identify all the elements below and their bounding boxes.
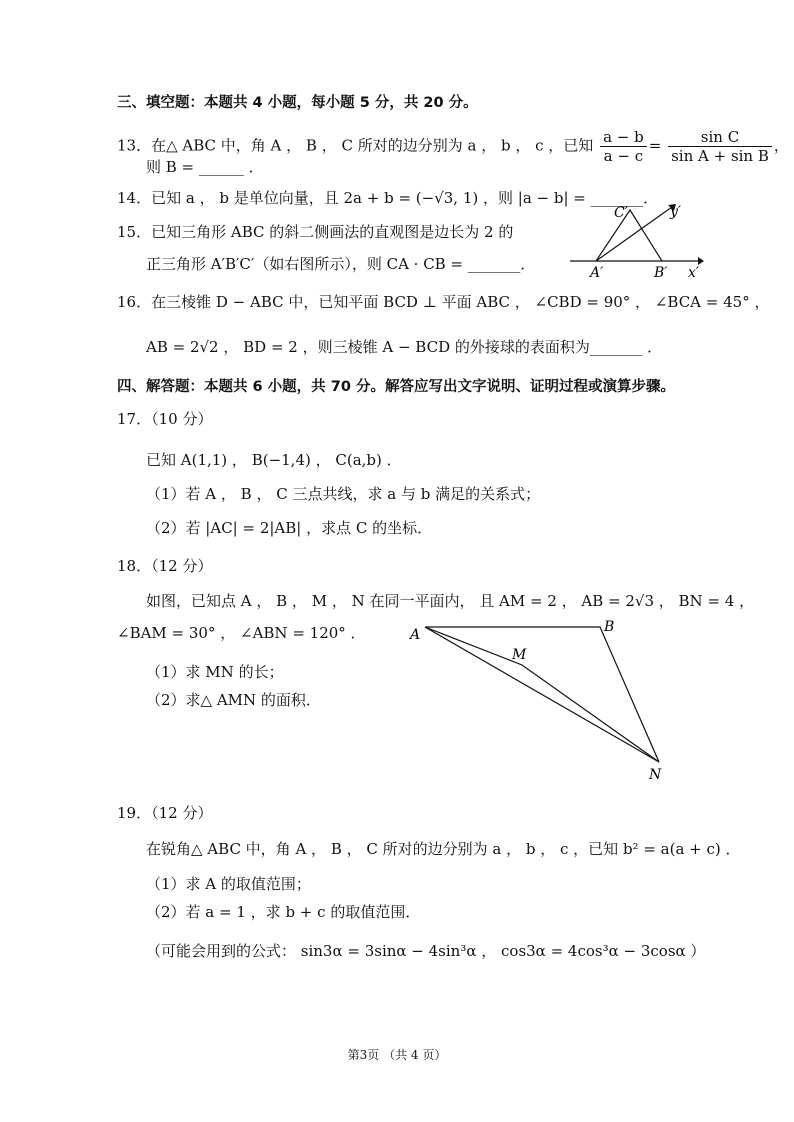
page-footer: 第3页 （共 4 页） <box>347 1048 447 1062</box>
fraction-1-numerator: a − b <box>600 128 647 147</box>
question-15 <box>117 222 513 242</box>
question-17-number: 17．（10 分） <box>117 410 213 428</box>
question-15-line2: 正三角形 A′B′C′（如右图所示），则 CA · CB = _______． <box>146 255 536 273</box>
question-16-line1: 在三棱锥 D − ABC 中，已知平面 BCD ⊥ 平面 ABC ， ∠CBD = 90° ， ∠BCA = 45° ， <box>151 293 770 311</box>
label-b-prime: B′ <box>654 265 668 281</box>
question-19-part2: （2）若 a = 1 ，求 b + c 的取值范围． <box>146 903 421 921</box>
oblique-triangle-figure <box>566 198 706 288</box>
label-a: A <box>410 627 421 643</box>
fraction-sinC-over-sinA-sinB <box>668 128 772 165</box>
fraction-2-denominator: sin A + sin B <box>671 147 769 165</box>
question-17-part1: （1）若 A ， B ， C 三点共线，求 a 与 b 满足的关系式； <box>146 485 541 503</box>
y-axis <box>596 207 672 261</box>
question-19-formula: （可能会用到的公式： sin3α = 3sinα − 4sin³α ， cos3α = 4cos³α − 3cosα ） <box>146 942 706 960</box>
question-13-text: 在△ ABC 中，角 A ， B ， C 所对的边分别为 a ， b ， c ，已知 <box>151 136 594 155</box>
question-19-part1: （1）求 A 的取值范围； <box>146 875 311 893</box>
equals-sign: = <box>648 136 662 155</box>
label-m: M <box>512 647 527 663</box>
fraction-1-denominator: a − c <box>603 147 644 165</box>
section-4-header: 四、解答题：本题共 6 小题，共 70 分。解答应写出文字说明、证明过程或演算步骤。 <box>117 379 675 395</box>
question-14-text: 已知 a ， b 是单位向量，且 2a + b = (−√3, 1) ，则 |a − b| = _______． <box>151 189 659 207</box>
label-c-prime: C′ <box>614 205 628 221</box>
question-16 <box>117 292 769 312</box>
question-15-number: 15． <box>117 223 152 241</box>
fraction-a-b-over-a-c <box>600 128 647 165</box>
question-13-line2: 则 B = ______ ． <box>146 158 264 176</box>
question-17-part2: （2）若 |AC| = 2|AB| ，求点 C 的坐标． <box>146 519 433 537</box>
question-13-number: 13． <box>117 136 152 155</box>
question-18-line1: 如图，已知点 A ， B ， M ， N 在同一平面内， 且 AM = 2 ， AB = 2√3 ， BN = 4 ， <box>146 592 755 610</box>
question-18-part2: （2）求△ AMN 的面积． <box>146 691 321 709</box>
segment-a-n <box>425 627 659 762</box>
quadrilateral-figure <box>405 614 685 784</box>
question-18-part1: （1）求 MN 的长； <box>146 663 284 681</box>
x-axis-arrow <box>698 257 704 265</box>
question-15-line1: 已知三角形 ABC 的斜二侧画法的直观图是边长为 2 的 <box>151 223 514 241</box>
question-14-number: 14． <box>117 189 152 207</box>
label-a-prime: A′ <box>590 265 604 281</box>
question-18-number: 18．（12 分） <box>117 557 213 575</box>
section-3-header: 三、填空题：本题共 4 小题，每小题 5 分，共 20 分。 <box>117 95 478 111</box>
label-y-prime: y′ <box>670 204 682 220</box>
question-18-line2: ∠BAM = 30° ， ∠ABN = 120° ． <box>117 624 366 642</box>
question-19-line1: 在锐角△ ABC 中，角 A ， B ， C 所对的边分别为 a ， b ， c ，已知 b² = a(a + c) ． <box>146 840 741 858</box>
fraction-2-numerator: sin C <box>668 128 772 147</box>
question-16-line2: AB = 2√2 ， BD = 2 ，则三棱锥 A − BCD 的外接球的表面积为_______ ． <box>146 338 663 356</box>
question-16-number: 16． <box>117 293 152 311</box>
label-x-prime: x′ <box>688 265 700 281</box>
question-19-number: 19．（12 分） <box>117 804 213 822</box>
question-17-given: 已知 A(1,1) ， B(−1,4) ， C(a,b) ． <box>146 451 402 469</box>
label-b: B <box>604 619 615 635</box>
question-13-tail: ， <box>773 136 789 155</box>
label-n: N <box>649 767 662 783</box>
